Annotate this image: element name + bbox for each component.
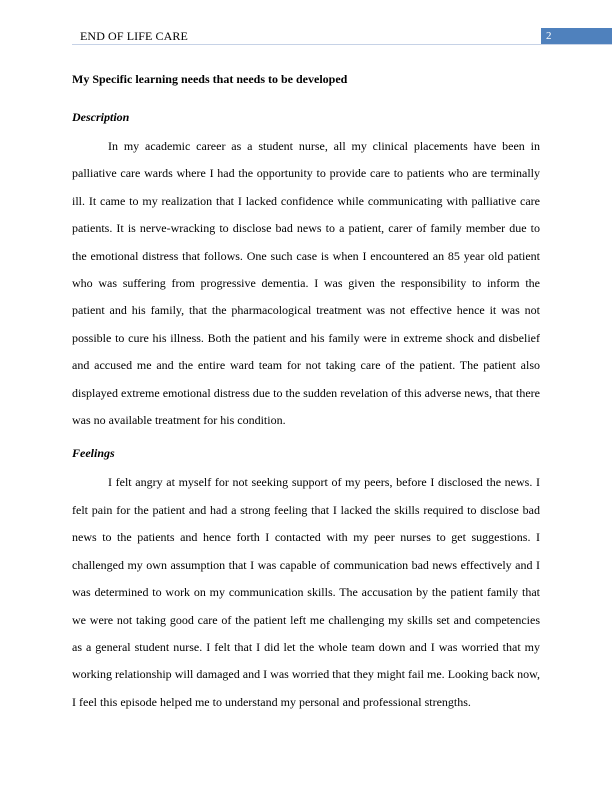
document-title: My Specific learning needs that needs to be developed	[72, 72, 348, 86]
section-paragraph-description: In my academic career as a student nurse, all my clinical placements have been in palliative care wards where I had the opportunity to provide care to patients who are terminally ill. It came to my realization that I lacked confidence while communicating with palliative care patients. It is nerve-wracking to disclose bad news to a patient, carer of family member due to the emotional distress that follows. One such case is when I encountered an 85 year old patient who was suffering from progressive dementia. I was given the responsibility to inform the patient and his family, that the pharmacological treatment was not effective hence it was not possible to cure his illness. Both the patient and his family were in extreme shock and disbelief and accused me and the entire ward team for not taking care of the patient. The patient also displayed extreme emotional distress due to the sudden revelation of this adverse news, that there was no available treatment for his condition.	[72, 139, 540, 428]
section-heading-description: Description	[72, 110, 130, 124]
document-body	[72, 70, 540, 716]
running-header-title: END OF LIFE CARE	[80, 29, 188, 43]
header-rule	[72, 44, 612, 45]
section-paragraph-feelings: I felt angry at myself for not seeking support of my peers, before I disclosed the news. I felt pain for the patient and had a strong feeling that I lacked the skills required to disclose bad news to the patients and hence forth I contacted with my peer nurses to get suggestions. I challenged my own assumption that I was capable of communication bad news effectively and I was determined to work on my communication skills. The accusation by the patient family that we were not taking good care of the patient left me challenging my skills set and competencies as a general student nurse. I felt that I did let the whole team down and I was worried that my working relationship will damaged and I was worried that they might fail me. Looking back now, I feel this episode helped me to understand my personal and professional strengths.	[72, 475, 540, 709]
section-heading-feelings: Feelings	[72, 446, 115, 461]
page-number: 2	[541, 28, 612, 44]
